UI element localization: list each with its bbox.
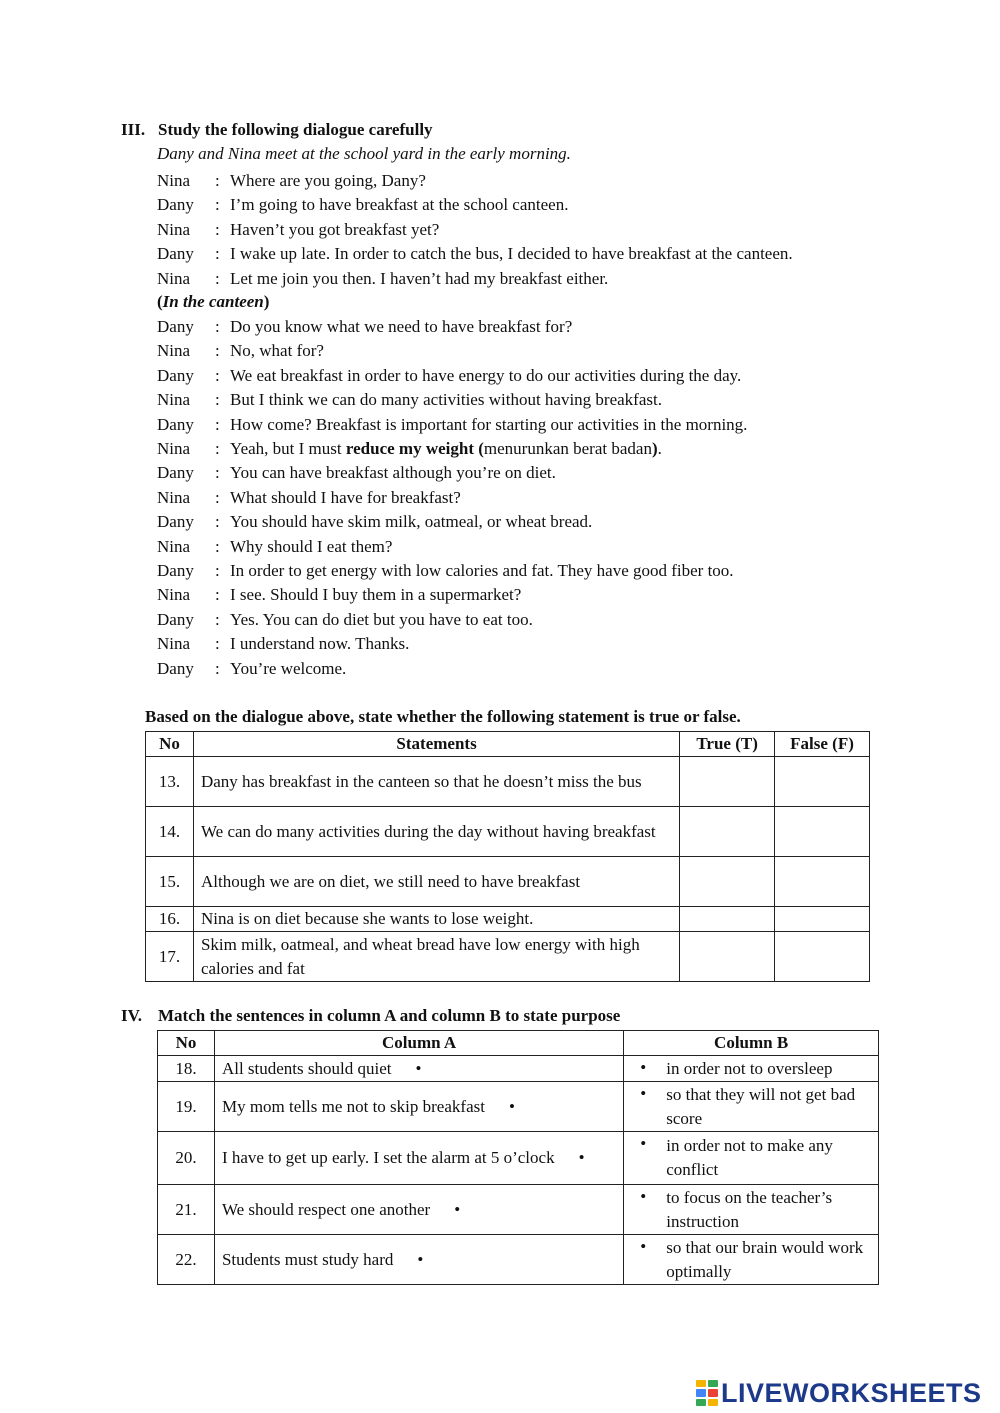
colon: : [215,536,220,556]
column-a-cell [214,1185,623,1235]
column-a-match-dot[interactable]: • [508,1096,515,1116]
dialogue-line [157,461,556,485]
match-row [158,1185,879,1235]
dialogue-line [157,559,734,583]
tf-row [146,807,870,857]
speaker-name: Dany [157,609,194,629]
dialogue-line [157,510,592,534]
column-a-match-dot[interactable]: • [415,1058,422,1078]
column-b-match-dot[interactable]: • [640,1187,647,1206]
liveworksheets-logo [696,1376,982,1410]
colon: : [215,414,220,434]
column-a-match-dot[interactable]: • [454,1199,461,1219]
liveworksheets-logo-icon [696,1380,718,1406]
colon: : [215,171,220,190]
section-4-number: IV. [121,1006,142,1025]
dialogue-text-text-after: . [657,439,662,458]
colon: : [215,658,220,678]
column-b-cell [624,1082,879,1132]
speaker-name: Dany [157,244,194,264]
column-a-match-dot[interactable]: • [417,1249,424,1269]
column-b-match-dot[interactable]: • [640,1134,647,1153]
dialogue-line [157,242,793,266]
column-b-cell [624,1185,879,1235]
tf-false-answer-cell[interactable] [775,807,870,857]
column-b-text: so that our brain would work optimally [666,1237,864,1281]
colon: : [215,390,220,410]
colon: : [215,487,220,507]
dialogue-intro: Dany and Nina meet at the school yard in the early morning. [157,144,571,163]
dialogue-line [157,388,662,412]
column-a-cell [214,1056,623,1082]
match-header-col-a: Column A [214,1031,623,1056]
dialogue-line [157,267,608,291]
dialogue-line [157,632,409,656]
dialogue-line [157,657,346,681]
tf-true-answer-cell[interactable] [680,857,775,907]
speaker-name: Dany [157,658,194,678]
match-row-number: 21. [158,1185,215,1235]
colon: : [215,219,220,239]
dialogue-text: Let me join you then. I haven’t had my breakfast either. [230,268,609,288]
dialogue-text-text-bold-end: ) [651,439,658,458]
tf-false-answer-cell[interactable] [775,857,870,907]
match-row [158,1235,879,1285]
dialogue-text: I see. Should I buy them in a supermarket? [230,585,522,605]
match-header-col-b: Column B [624,1031,879,1056]
dialogue-text: No, what for? [230,341,324,361]
tf-statement: Although we are on diet, we still need to have breakfast [193,857,679,907]
match-row [158,1082,879,1132]
liveworksheets-wordmark: LIVEWORKSHEETS [721,1377,982,1408]
tf-true-answer-cell[interactable] [680,932,775,982]
scene-text: In the canteen [162,292,264,311]
dialogue-text: Why should I eat them? [230,536,393,556]
tf-statement: Dany has breakfast in the canteen so that he doesn’t miss the bus [193,757,679,807]
speaker-name: Dany [157,561,194,580]
speaker-name: Nina [157,439,191,458]
matching-table [157,1030,879,1285]
speaker-name: Dany [157,317,194,336]
colon: : [215,561,220,580]
section-3-number: III. [121,120,146,139]
tf-row-number: 16. [146,907,194,932]
tf-row [146,857,870,907]
dialogue-text: What should I have for breakfast? [230,487,461,507]
section-4-title: Match the sentences in column A and column B to state purpose [158,1006,621,1025]
colon: : [215,463,220,483]
colon: : [215,268,220,288]
tf-true-answer-cell[interactable] [680,807,775,857]
column-a-text: My mom tells me not to skip breakfast [221,1096,485,1116]
scene-label: (In the canteen) [157,292,270,311]
colon: : [215,609,220,629]
speaker-name: Nina [157,536,191,556]
match-row-number: 19. [158,1082,215,1132]
speaker-name: Nina [157,487,191,507]
tf-row [146,932,870,982]
section-4-heading [121,1006,620,1026]
speaker-name: Nina [157,390,191,410]
match-row-number: 22. [158,1235,215,1285]
section-3-heading [121,120,433,140]
tf-row [146,907,870,932]
tf-header-no: No [146,732,194,757]
column-a-match-dot[interactable]: • [578,1148,585,1167]
speaker-name: Nina [157,341,191,361]
dialogue-text: I understand now. Thanks. [230,634,410,654]
speaker-name: Nina [157,634,191,654]
column-b-text: in order not to oversleep [666,1058,833,1078]
column-b-match-dot[interactable]: • [640,1058,647,1077]
speaker-name: Dany [157,365,194,385]
speaker-name: Dany [157,414,194,434]
colon: : [215,317,220,336]
tf-true-answer-cell[interactable] [680,757,775,807]
dialogue-text-text-bold: reduce my weight ( [345,439,484,458]
tf-statement: We can do many activities during the day without having breakfast [193,807,679,857]
column-b-cell [624,1132,879,1185]
match-header-no: No [158,1031,215,1056]
colon: : [215,341,220,361]
tf-false-answer-cell[interactable] [775,932,870,982]
tf-row-number: 14. [146,807,194,857]
dialogue-text: Yes. You can do diet but you have to eat too. [230,609,533,629]
dialogue-line [157,583,521,607]
tf-row-number: 17. [146,932,194,982]
tf-header-row [146,732,870,757]
tf-row-number: 15. [146,857,194,907]
dialogue-line [157,339,324,363]
dialogue-line [157,364,741,388]
dialogue-text: Do you know what we need to have breakfast for? [230,317,573,336]
speaker-name: Dany [157,463,194,483]
dialogue-text: I’m going to have breakfast at the school canteen. [230,195,569,215]
tf-header-true: True (T) [680,732,775,757]
section-3-title: Study the following dialogue carefully [158,120,433,139]
match-row [158,1132,879,1185]
column-a-text: I have to get up early. I set the alarm at 5 o’clock [221,1148,555,1167]
colon: : [215,244,220,264]
match-row-number: 20. [158,1132,215,1185]
tf-row [146,757,870,807]
match-row-number: 18. [158,1056,215,1082]
tf-instruction: Based on the dialogue above, state whether the following statement is true or false. [145,707,741,726]
colon: : [215,365,220,385]
dialogue-line [157,193,568,217]
column-a-text: All students should quiet [221,1058,392,1078]
column-b-text: in order not to make any conflict [666,1136,833,1179]
tf-true-answer-cell[interactable] [680,907,775,932]
column-b-text: so that they will not get bad score [666,1084,856,1128]
tf-header-statements: Statements [193,732,679,757]
dialogue-text: I wake up late. In order to catch the bus, I decided to have breakfast at the canteen. [230,244,793,264]
column-a-text: Students must study hard [221,1249,394,1269]
colon: : [215,195,220,215]
tf-header-false: False (F) [775,732,870,757]
dialogue-text: But I think we can do many activities without having breakfast. [230,390,662,410]
dialogue-text: You should have skim milk, oatmeal, or wheat bread. [230,512,593,532]
speaker-name: Nina [157,219,191,239]
column-a-text: We should respect one another [221,1199,431,1219]
dialogue-text: How come? Breakfast is important for starting our activities in the morning. [230,414,748,434]
dialogue-line [157,315,572,339]
dialogue-text-text-before: Yeah, but I must [230,439,346,458]
dialogue-text: You’re welcome. [230,658,347,678]
column-a-cell [214,1132,623,1185]
column-a-cell [214,1235,623,1285]
colon: : [215,634,220,654]
speaker-name: Nina [157,585,191,605]
dialogue-text: You can have breakfast although you’re on diet. [230,463,556,483]
dialogue-text: Where are you going, Dany? [230,171,426,190]
tf-false-answer-cell[interactable] [775,907,870,932]
column-a-cell [214,1082,623,1132]
dialogue-line [157,169,426,193]
match-header-row [158,1031,879,1056]
dialogue-text: In order to get energy with low calories and fat. They have good fiber too. [230,561,734,580]
match-row [158,1056,879,1082]
dialogue-line [157,437,662,461]
dialogue-line [157,413,747,437]
colon: : [215,512,220,532]
speaker-name: Dany [157,195,194,215]
speaker-name: Dany [157,512,194,532]
dialogue-text-text-middle: menurunkan berat badan [483,439,652,458]
dialogue-text: Haven’t you got breakfast yet? [230,219,440,239]
true-false-table [145,731,870,982]
column-b-cell [624,1235,879,1285]
tf-statement: Nina is on diet because she wants to lose weight. [193,907,679,932]
column-b-match-dot[interactable]: • [640,1084,647,1103]
column-b-cell [624,1056,879,1082]
column-b-text: to focus on the teacher’s instruction [666,1187,833,1231]
dialogue-text: We eat breakfast in order to have energy to do our activities during the day. [230,365,742,385]
tf-false-answer-cell[interactable] [775,757,870,807]
tf-statement: Skim milk, oatmeal, and wheat bread have low energy with high calories and fat [193,932,679,982]
speaker-name: Nina [157,171,191,190]
dialogue-line [157,486,461,510]
dialogue-line [157,608,533,632]
colon: : [215,585,220,605]
column-b-match-dot[interactable]: • [640,1237,647,1256]
colon: : [215,439,220,458]
dialogue-line [157,535,392,559]
dialogue-line [157,218,439,242]
tf-row-number: 13. [146,757,194,807]
speaker-name: Nina [157,268,191,288]
